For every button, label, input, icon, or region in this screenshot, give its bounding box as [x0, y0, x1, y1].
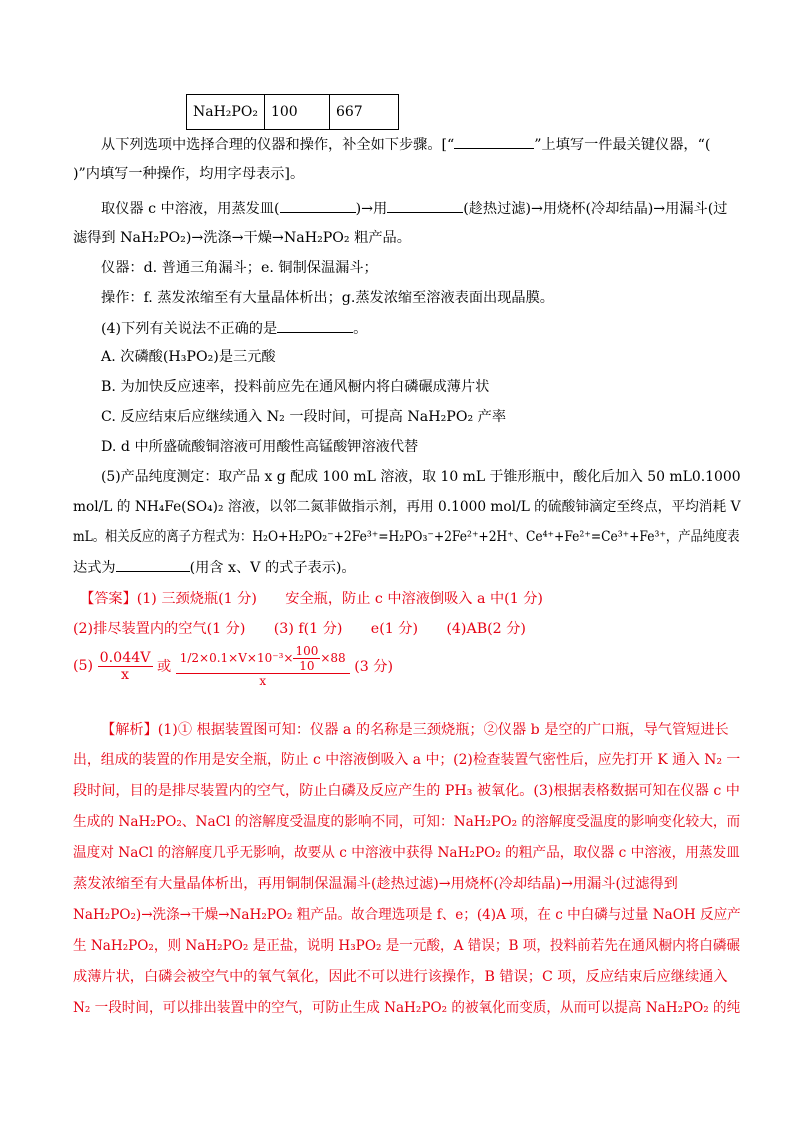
steps-text: 取仪器 c 中溶液，用蒸发皿(	[101, 201, 280, 217]
steps-line2: 滤得到 NaH₂PO₂)→洗涤→干燥→NaH₂PO₂ 粗产品。	[73, 230, 411, 246]
q5-text: (用含 x、V 的式子表示)。	[189, 560, 356, 576]
instrument-options: 仪器：d. 普通三角漏斗；e. 铜制保温漏斗；	[101, 260, 378, 276]
analysis-line: 出，组成的装置的作用是安全瓶，防止 c 中溶液倒吸入 a 中；(2)检查装置气密性后，应先打开 K 通入 N₂ 一	[73, 752, 741, 768]
operation-options: 操作：f. 蒸发浓缩至有大量晶体析出；g.蒸发浓缩至溶液表面出现晶膜。	[101, 290, 554, 306]
fraction-numerator: 0.044V	[99, 649, 151, 666]
dilution-denominator: 10	[299, 659, 315, 673]
question-5-line2: mol/L 的 NH₄Fe(SO₄)₂ 溶液，以邻二氮菲做指示剂，再用 0.1000 mol/L 的硫酸铈滴定至终点，平均消耗 V	[73, 499, 741, 515]
analysis-line: 生 NaH₂PO₂，则 NaH₂PO₂ 是正盐，说明 H₃PO₂ 是一元酸，A 错误；B 项，投料前若先在通风橱内将白磷碾	[73, 938, 740, 954]
half-term: 1/2	[179, 651, 200, 665]
intro-text: 从下列选项中选择合理的仪器和操作，补全如下步骤。[“	[101, 137, 455, 153]
formula-fraction-1	[98, 650, 153, 683]
blank-q5	[116, 557, 190, 572]
fraction-denominator: x	[121, 666, 130, 683]
option-a: A. 次磷酸(H₃PO₂)是三元酸	[101, 349, 276, 365]
solubility-table	[186, 94, 399, 130]
table-cell: 100	[264, 95, 329, 130]
steps-text: )→用	[355, 201, 388, 217]
question-5-line3: mL。相关反应的离子方程式为：H₂O+H₂PO₂⁻+2Fe³⁺=H₂PO₃⁻+2Fe²⁺+2H⁺、Ce⁴⁺+Fe²⁺=Ce³⁺+Fe³⁺，产品纯度表	[73, 529, 740, 545]
analysis-line: 段时间，目的是排尽装置内的空气，防止白磷及反应产生的 PH₃ 被氧化。(3)根据表格数据可知在仪器 c 中	[73, 783, 740, 799]
formula-prefix: (5)	[73, 658, 94, 674]
table-row	[187, 95, 399, 130]
question-4	[101, 318, 367, 339]
option-d: D. d 中所盛硫酸铜溶液可用酸性高锰酸钾溶液代替	[101, 439, 419, 455]
blank-operation	[280, 198, 356, 213]
answer-formula	[73, 644, 393, 700]
q5-text: 达式为	[73, 560, 116, 576]
middle-term: ×0.1×V×10⁻³×	[199, 651, 294, 665]
fraction-numerator	[176, 644, 350, 674]
formula-or: 或	[157, 659, 172, 675]
table-cell: NaH₂PO₂	[187, 95, 265, 130]
dilution-numerator: 100	[295, 644, 319, 658]
dilution-fraction	[293, 644, 320, 673]
blank-q4	[277, 318, 353, 333]
analysis-line: 【解析】(1)① 根据装置图可知：仪器 a 的名称是三颈烧瓶；②仪器 b 是空的广口瓶，导气管短进长	[101, 722, 729, 738]
analysis-line: N₂ 一段时间，可以排出装置中的空气，可防止生成 NaH₂PO₂ 的被氧化而变质，从而可以提高 NaH₂PO₂ 的纯	[73, 1000, 741, 1016]
analysis-line: 成薄片状，白磷会被空气中的氧气氧化，因此不可以进行该操作，B 错误；C 项，反应结束后应继续通入	[73, 969, 728, 985]
option-b: B. 为加快反应速率，投料前应先在通风橱内将白磷碾成薄片状	[101, 379, 490, 395]
fraction-denominator: x	[259, 674, 267, 688]
intro-text: ”上填写一件最关键仪器，“(	[534, 137, 711, 153]
steps-line1	[101, 198, 727, 219]
q4-stem: (4)下列有关说法不正确的是	[101, 321, 278, 337]
formula-score: (3 分)	[354, 659, 393, 675]
steps-text: (趁热过滤)→用烧杯(冷却结晶)→用漏斗(过	[463, 201, 728, 217]
table-cell: 667	[329, 95, 398, 130]
blank-instrument	[454, 134, 534, 149]
option-c: C. 反应结束后应继续通入 N₂ 一段时间，可提高 NaH₂PO₂ 产率	[101, 409, 507, 425]
tail-term: ×88	[320, 651, 346, 665]
analysis-line: 生成的 NaH₂PO₂、NaCl 的溶解度受温度的影响不同，可知：NaH₂PO₂ 的溶解度受温度的影响变化较大，而	[73, 814, 741, 830]
question-intro-line2: )”内填写一种操作，均用字母表示]。	[73, 166, 305, 182]
answer-line2: (2)排尽装置内的空气(1 分) (3) f(1 分) e(1 分) (4)AB(2 分)	[73, 621, 526, 637]
analysis-line: 蒸发浓缩至有大量晶体析出，再用铜制保温漏斗(趁热过滤)→用烧杯(冷却结晶)→用漏斗(过滤得到	[73, 876, 678, 892]
question-5-line1: (5)产品纯度测定：取产品 x g 配成 100 mL 溶液，取 10 mL 于锥形瓶中，酸化后加入 50 mL0.1000	[101, 469, 741, 485]
blank-instrument-2	[387, 198, 463, 213]
q4-end: 。	[353, 321, 368, 337]
analysis-line: NaH₂PO₂)→洗涤→干燥→NaH₂PO₂ 粗产品。故合理选项是 f、e；(4)A 项，在 c 中白磷与过量 NaOH 反应产	[73, 907, 741, 923]
analysis-line: 温度对 NaCl 的溶解度几乎无影响，故要从 c 中溶液中获得 NaH₂PO₂ 的粗产品，取仪器 c 中溶液，用蒸发皿	[73, 845, 740, 861]
question-5-line4	[73, 557, 356, 578]
answer-line1: 【答案】(1) 三颈烧瓶(1 分) 安全瓶，防止 c 中溶液倒吸入 a 中(1 分)	[80, 591, 543, 607]
question-intro-line1	[101, 134, 710, 155]
formula-fraction-2	[176, 644, 350, 688]
